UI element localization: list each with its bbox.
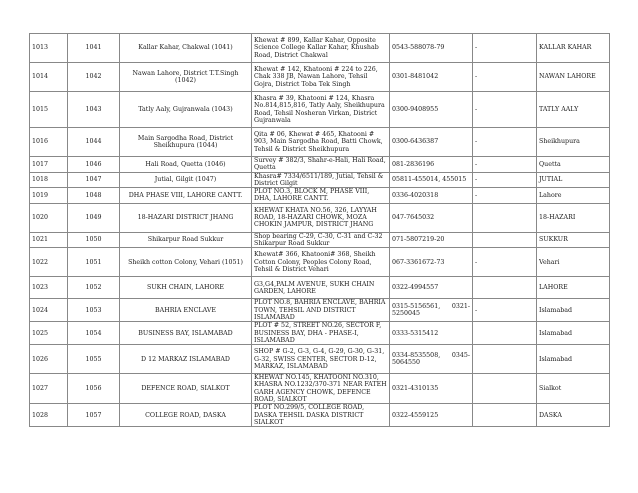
phone-cell: 0300-6436387 [390,128,473,157]
branch-code-cell: 1049 [68,203,120,232]
table-row [30,232,610,248]
table-row [30,34,610,63]
table-row [30,188,610,204]
fax-cell [473,374,537,404]
table-row [30,172,610,188]
table-row [30,322,610,345]
serial-number-cell: 1018 [30,172,68,188]
table-row [30,345,610,374]
table-row [30,157,610,173]
serial-number-cell: 1021 [30,232,68,248]
branch-code-cell: 1054 [68,322,120,345]
table-row [30,248,610,277]
table-row [30,92,610,128]
table-row [30,374,610,404]
fax-cell [473,277,537,299]
address-cell: KHEWAT KHATA NO.56, 326, LAYYAH ROAD, 18-HAZARI CHOWK, MOZA CHOKIN JAMPUR, DISTRICT JHANG [252,203,390,232]
address-cell: PLOT # 52, STREET NO.26, SECTOR F, BUSINESS BAY, DHA - PHASE-I, ISLAMABAD [252,322,390,345]
fax-cell: - [473,172,537,188]
table-row [30,299,610,322]
phone-cell: 0543-588078-79 [390,34,473,63]
branch-code-cell: 1056 [68,374,120,404]
fax-cell [473,322,537,345]
phone-cell: 047-7645032 [390,203,473,232]
serial-number-cell: 1028 [30,404,68,427]
serial-number-cell: 1023 [30,277,68,299]
address-cell: Khewat# 366, Khatooni# 368, Sheikh Cotton Colony, Peoples Colony Road, Tehsil & District Vehari [252,248,390,277]
city-cell: LAHORE [537,277,610,299]
location-cell: Hali Road, Quetta (1046) [120,157,252,173]
phone-cell: 0315-5156561, 0321-5250045 [390,299,473,322]
phone-cell: 05811-455014, 455015 [390,172,473,188]
serial-number-cell: 1019 [30,188,68,204]
address-cell: Khasra # 39, Khatooni # 124, Khasra No.814,815,816, Tatly Aaly, Sheikhupura Road, Tehsil Nosheran Virkan, District Gujranwala [252,92,390,128]
branch-code-cell: 1055 [68,345,120,374]
branch-code-cell: 1053 [68,299,120,322]
branch-code-cell: 1041 [68,34,120,63]
table-row [30,277,610,299]
branch-code-cell: 1051 [68,248,120,277]
city-cell: SUKKUR [537,232,610,248]
serial-number-cell: 1015 [30,92,68,128]
city-cell: DASKA [537,404,610,427]
location-cell: Tatly Aaly, Gujranwala (1043) [120,92,252,128]
city-cell: NAWAN LAHORE [537,63,610,92]
city-cell: Islamabad [537,345,610,374]
branch-code-cell: 1057 [68,404,120,427]
location-cell: DEFENCE ROAD, SIALKOT [120,374,252,404]
location-cell: Nawan Lahore, District T.T.Singh (1042) [120,63,252,92]
serial-number-cell: 1016 [30,128,68,157]
branch-code-cell: 1042 [68,63,120,92]
phone-cell: 0334-8535508, 0345-5064550 [390,345,473,374]
city-cell: TATLY AALY [537,92,610,128]
phone-cell: 0336-4020318 [390,188,473,204]
address-cell: KHEWAT NO.145, KHATOONI NO.310, KHASRA NO.1232/370-371 NEAR FATEH GARH AGENCY CHOWK, DEFENCE ROAD, SIALKOT [252,374,390,404]
phone-cell: 0300-9408955 [390,92,473,128]
city-cell: Islamabad [537,322,610,345]
phone-cell: 071-5807219-20 [390,232,473,248]
city-cell: 18-HAZARI [537,203,610,232]
location-cell: BUSINESS BAY, ISLAMABAD [120,322,252,345]
location-cell: COLLEGE ROAD, DASKA [120,404,252,427]
location-cell: Kallar Kahar, Chakwal (1041) [120,34,252,63]
address-cell: Survey # 382/3, Shahr-e-Hali, Hali Road, Quetta [252,157,390,173]
serial-number-cell: 1027 [30,374,68,404]
table-row [30,63,610,92]
address-cell: Khewat # 142, Khatooni # 224 to 226, Chak 338 JB, Nawan Lahore, Tehsil Gojra, District Toba Tek Singh [252,63,390,92]
location-cell: 18-HAZARI DISTRICT JHANG [120,203,252,232]
serial-number-cell: 1017 [30,157,68,173]
branch-code-cell: 1048 [68,188,120,204]
location-cell: Shikarpur Road Sukkur [120,232,252,248]
fax-cell: - [473,128,537,157]
fax-cell [473,404,537,427]
phone-cell: 067-3361672-73 [390,248,473,277]
branch-code-cell: 1043 [68,92,120,128]
address-cell: PLOT NO.8, BAHRIA ENCLAVE, BAHRIA TOWN, TEHSIL AND DISTRICT ISLAMABAD [252,299,390,322]
table-row [30,203,610,232]
table-row [30,128,610,157]
city-cell: Sheikhupura [537,128,610,157]
fax-cell [473,345,537,374]
address-cell: Qita # 06, Khewat # 465, Khatooni # 903, Main Sargodha Road, Batti Chowk, Tehsil & District Sheikhupura [252,128,390,157]
fax-cell: - [473,299,537,322]
branch-code-cell: 1052 [68,277,120,299]
table-row [30,404,610,427]
city-cell: Sialkot [537,374,610,404]
address-cell: SHOP # G-2, G-3, G-4, G-29, G-30, G-31, G-32, SWISS CENTER, SECTOR D-12, MARKAZ, ISLAMABAD [252,345,390,374]
serial-number-cell: 1024 [30,299,68,322]
location-cell: Jutial, Gilgit (1047) [120,172,252,188]
serial-number-cell: 1013 [30,34,68,63]
branch-code-cell: 1046 [68,157,120,173]
city-cell: Vehari [537,248,610,277]
fax-cell: - [473,63,537,92]
branch-list-table [29,33,610,427]
branch-code-cell: 1044 [68,128,120,157]
serial-number-cell: 1014 [30,63,68,92]
address-cell: Shop bearing C-29, C-30, C-31 and C-32 Shikarpur Road Sukkur [252,232,390,248]
branch-code-cell: 1047 [68,172,120,188]
phone-cell: 081-2836196 [390,157,473,173]
city-cell: Islamabad [537,299,610,322]
location-cell: SUKH CHAIN, LAHORE [120,277,252,299]
city-cell: JUTIAL [537,172,610,188]
phone-cell: 0321-4310135 [390,374,473,404]
address-cell: PLOT NO.299/5, COLLEGE ROAD, DASKA TEHSIL DASKA DISTRICT SIALKOT [252,404,390,427]
fax-cell: - [473,157,537,173]
location-cell: Main Sargodha Road, District Sheikhupura (1044) [120,128,252,157]
fax-cell [473,232,537,248]
city-cell: Lahore [537,188,610,204]
address-cell: Khewat # 899, Kallar Kahar, Opposite Science College Kallar Kahar, Khushab Road, District Chakwal [252,34,390,63]
fax-cell [473,203,537,232]
serial-number-cell: 1022 [30,248,68,277]
fax-cell: - [473,188,537,204]
fax-cell: - [473,92,537,128]
phone-cell: 0322-4559125 [390,404,473,427]
table-body [30,34,610,427]
city-cell: Quetta [537,157,610,173]
phone-cell: 0333-5315412 [390,322,473,345]
location-cell: D 12 MARKAZ ISLAMABAD [120,345,252,374]
location-cell: Sheikh cotton Colony, Vehari (1051) [120,248,252,277]
fax-cell: - [473,248,537,277]
location-cell: DHA PHASE VIII, LAHORE CANTT. [120,188,252,204]
address-cell: G3,G4,PALM AVENUE, SUKH CHAIN GARDEN, LAHORE [252,277,390,299]
serial-number-cell: 1020 [30,203,68,232]
phone-cell: 0301-8481042 [390,63,473,92]
phone-cell: 0322-4994557 [390,277,473,299]
city-cell: KALLAR KAHAR [537,34,610,63]
location-cell: BAHRIA ENCLAVE [120,299,252,322]
address-cell: PLOT NO.3, BLOCK M, PHASE VIII, DHA, LAHORE CANTT. [252,188,390,204]
fax-cell: - [473,34,537,63]
branch-code-cell: 1050 [68,232,120,248]
serial-number-cell: 1026 [30,345,68,374]
address-cell: Khasra# 7334/6511/189, Jutial, Tehsil & District Gilgit [252,172,390,188]
serial-number-cell: 1025 [30,322,68,345]
